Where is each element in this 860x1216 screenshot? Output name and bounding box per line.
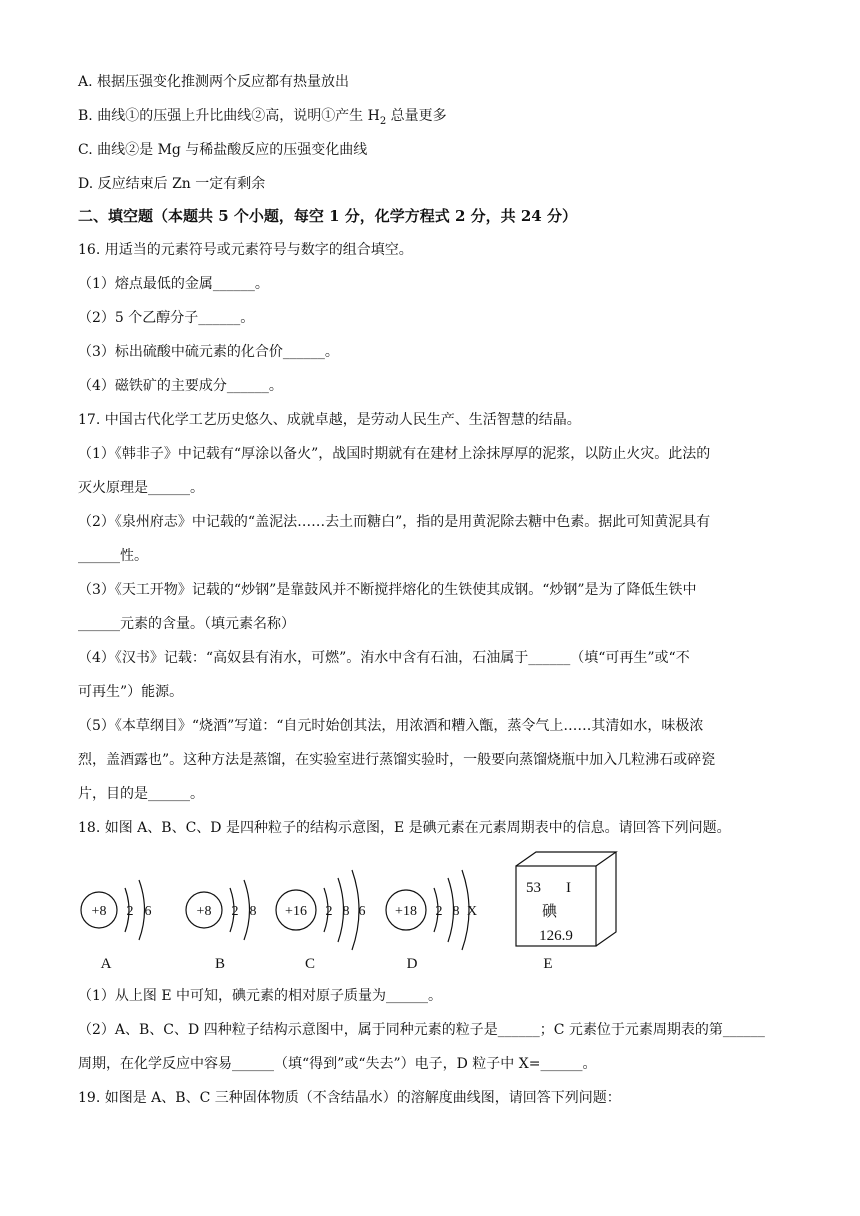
element-atomic-number: 53 (526, 880, 541, 896)
element-mass: 126.9 (539, 928, 573, 944)
q16-part-2: （2）5 个乙醇分子______。 (78, 310, 255, 326)
q18-stem: 18. 如图 A、B、C、D 是四种粒子的结构示意图，E 是碘元素在元素周期表中的信息。请回答下列问题。 (78, 820, 731, 836)
shell-c-count-2: 8 (342, 904, 350, 919)
option-b (78, 106, 788, 126)
q17-line-4: ______性。 (78, 548, 148, 564)
shell-a-count-1: 2 (126, 904, 134, 919)
option-b-text: B. 曲线①的压强上升比曲线②高，说明①产生 H (78, 108, 380, 124)
nucleus-b-charge: +8 (196, 904, 212, 919)
element-symbol: I (566, 880, 571, 896)
shell-d-count-3: X (466, 904, 478, 919)
shell-a-count-2: 6 (144, 904, 152, 919)
q17-line-8: 可再生”）能源。 (78, 684, 184, 700)
q17-line-10: 烈，盖酒露也”。这种方法是蒸馏，在实验室进行蒸馏实验时，一般要向蒸馏烧瓶中加入几粒沸石或碎瓷 (78, 752, 716, 768)
label-e: E (543, 956, 553, 972)
option-a: A. 根据压强变化推测两个反应都有热量放出 (78, 74, 350, 90)
q17-line-5: （3）《天工开物》记载的“炒钢”是靠鼓风并不断搅拌熔化的生铁使其成钢。“炒钢”是为了降低生铁中 (78, 582, 697, 598)
q17-line-2: 灭火原理是______。 (78, 480, 204, 496)
q16-stem: 16. 用适当的元素符号或元素符号与数字的组合填空。 (78, 242, 413, 258)
q19-stem: 19. 如图是 A、B、C 三种固体物质（不含结晶水）的溶解度曲线图，请回答下列问题： (78, 1090, 621, 1106)
q16-part-1: （1）熔点最低的金属______。 (78, 276, 269, 292)
q17-line-11: 片，目的是______。 (78, 786, 204, 802)
shell-d-count-1: 2 (435, 904, 443, 919)
q18-line-1: （1）从上图 E 中可知，碘元素的相对原子质量为______。 (78, 988, 443, 1004)
label-a: A (100, 956, 112, 972)
shell-b-count-2: 8 (249, 904, 257, 919)
option-c: C. 曲线②是 Mg 与稀盐酸反应的压强变化曲线 (78, 142, 368, 158)
element-name: 碘 (542, 904, 558, 920)
nucleus-a-charge: +8 (91, 904, 107, 919)
shell-c-count-1: 2 (325, 904, 333, 919)
q17-line-1: （1）《韩非子》中记载有“厚涂以备火”，战国时期就有在建材上涂抹厚厚的泥浆，以防止火灾。此法的 (78, 446, 711, 462)
shell-c-count-3: 6 (358, 904, 366, 919)
h2-subscript: 2 (379, 115, 387, 127)
element-cell-top (516, 852, 616, 866)
q16-part-3: （3）标出硫酸中硫元素的化合价______。 (78, 344, 339, 360)
shell-d-count-2: 8 (452, 904, 460, 919)
option-d: D. 反应结束后 Zn 一定有剩余 (78, 176, 266, 192)
q17-stem: 17. 中国古代化学工艺历史悠久、成就卓越，是劳动人民生产、生活智慧的结晶。 (78, 412, 581, 428)
nucleus-d-charge: +18 (395, 904, 417, 919)
q17-line-9: （5）《本草纲目》“烧酒”写道：“自元时始创其法，用浓酒和糟入甑，蒸令气上……其清如水，味极浓 (78, 718, 704, 734)
section-heading: 二、填空题（本题共 5 个小题，每空 1 分，化学方程式 2 分，共 24 分） (78, 207, 577, 225)
q17-line-7: （4）《汉书》记载：“高奴县有洧水，可燃”。洧水中含有石油，石油属于______（填“可再生”或“不 (78, 650, 690, 666)
q18-line-3: 周期，在化学反应中容易______（填“得到”或“失去”）电子，D 粒子中 X=______。 (78, 1056, 597, 1072)
atom-structure-figure (70, 848, 630, 978)
q17-line-6: ______元素的含量。（填元素名称） (78, 616, 295, 632)
nucleus-c-charge: +16 (285, 904, 307, 919)
option-b-tail: 总量更多 (386, 108, 447, 124)
label-c: C (304, 956, 316, 972)
q17-line-3: （2）《泉州府志》中记载的“盖泥法……去土而糖白”，指的是用黄泥除去糖中色素。据此可知黄泥具有 (78, 514, 711, 530)
element-cell-side (596, 852, 616, 946)
label-b: B (214, 956, 226, 972)
q16-part-4: （4）磁铁矿的主要成分______。 (78, 378, 283, 394)
shell-b-count-1: 2 (231, 904, 239, 919)
q18-line-2: （2）A、B、C、D 四种粒子结构示意图中，属于同种元素的粒子是______；C 元素位于元素周期表的第______ (78, 1022, 765, 1038)
label-d: D (406, 956, 418, 972)
